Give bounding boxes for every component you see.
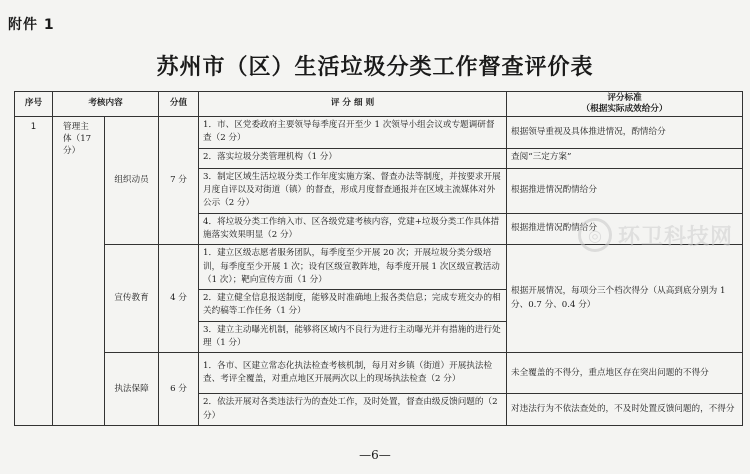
standard-cell: 根据推进情况酌情给分 bbox=[507, 213, 743, 245]
attachment-label: 附件 1 bbox=[8, 17, 55, 33]
table-row bbox=[15, 117, 743, 149]
standard-cell: 未全覆盖的不得分，重点地区存在突出问题的不得分 bbox=[507, 353, 743, 394]
group-name: 执法保障 bbox=[105, 353, 159, 426]
group-name: 组织动员 bbox=[105, 117, 159, 245]
group-score: 4 分 bbox=[159, 245, 199, 353]
standard-cell: 查阅“三定方案” bbox=[507, 148, 743, 168]
header-standard-line1: 评分标准 bbox=[607, 93, 642, 104]
standard-cell: 对违法行为不依法查处的，不及时处置反馈问题的，不得分 bbox=[507, 394, 743, 426]
detail-cell: 3．制定区域生活垃圾分类工作年度实施方案、督查办法等制度，并按要求开展月度自评以及对街道（镇）的督查，形成月度督查通报并在区域主流媒体对外公示（2 分） bbox=[199, 168, 507, 213]
table-row bbox=[15, 353, 743, 394]
watermark bbox=[578, 218, 733, 252]
header-seq: 序号 bbox=[15, 92, 53, 117]
row-seq: 1 bbox=[15, 117, 53, 426]
row-item: 管理主体（17分） bbox=[53, 117, 105, 426]
detail-cell: 1．建立区级志愿者服务团队，每季度至少开展 20 次；开展垃圾分类分级培训，每季度至少开展 1 次；设有区级宣教阵地，每季度开展 1 次区级宣教活动（1 次）；靶向宣传方面（1 分） bbox=[199, 245, 507, 290]
watermark-logo-icon: ◎ bbox=[578, 218, 612, 252]
detail-cell: 3．建立主动曝光机制，能够将区域内不良行为进行主动曝光并有措施的进行处理（1 分） bbox=[199, 321, 507, 353]
detail-cell: 1．市、区党委政府主要领导每季度召开至少 1 次领导小组会议或专题调研督查（2 分） bbox=[199, 117, 507, 149]
detail-cell: 1．各市、区建立常态化执法检查考核机制，每月对乡镇（街道）开展执法检查、考评全覆盖，对重点地区开展两次以上的现场执法检查（2 分） bbox=[199, 353, 507, 394]
table-header-row bbox=[15, 92, 743, 117]
header-content: 考核内容 bbox=[53, 92, 159, 117]
group-name: 宣传教育 bbox=[105, 245, 159, 353]
header-score: 分值 bbox=[159, 92, 199, 117]
header-detail: 评 分 细 则 bbox=[199, 92, 507, 117]
evaluation-table bbox=[14, 91, 743, 426]
header-standard bbox=[507, 92, 743, 117]
watermark-text: 环卫科技网 bbox=[618, 224, 734, 250]
detail-cell: 2．建立健全信息报送制度，能够及时准确地上报各类信息；完成专班交办的相关约稿等工作任务（1 分） bbox=[199, 290, 507, 322]
group-score: 6 分 bbox=[159, 353, 199, 426]
detail-cell: 4．将垃圾分类工作纳入市、区各级党建考核内容，党建+垃圾分类工作具体措施落实效果明显（2 分） bbox=[199, 213, 507, 245]
detail-cell: 2．落实垃圾分类管理机构（1 分） bbox=[199, 148, 507, 168]
standard-cell: 根据推进情况酌情给分 bbox=[507, 168, 743, 213]
header-standard-line2: （根据实际成效给分） bbox=[581, 104, 668, 114]
standard-cell: 根据领导重视及具体推进情况，酌情给分 bbox=[507, 117, 743, 149]
detail-cell: 2．依法开展对各类违法行为的查处工作，及时处置，督查由级反馈问题的（2 分） bbox=[199, 394, 507, 426]
page-number: —6— bbox=[359, 448, 391, 462]
group-score: 7 分 bbox=[159, 117, 199, 245]
document-title: 苏州市（区）生活垃圾分类工作督查评价表 bbox=[156, 55, 594, 80]
standard-cell: 根据开展情况，每项分三个档次得分（从高到底分别为 1 分、0.7 分、0.4 分） bbox=[507, 245, 743, 353]
